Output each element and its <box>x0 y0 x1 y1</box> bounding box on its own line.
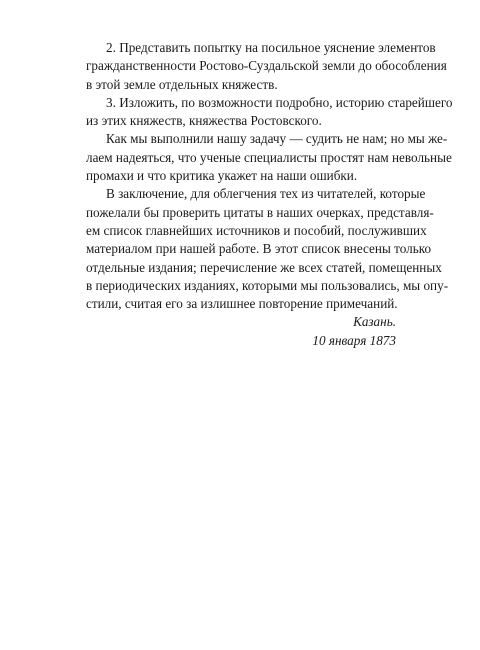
text-line: Как мы выполнили нашу задачу — судить не нам; но мы же- <box>106 131 448 147</box>
paragraph-conclusion <box>86 185 449 313</box>
text-line: гражданственности Ростово-Суздальской земли до обособления <box>86 58 447 74</box>
text-line: пожелали бы проверить цитаты в наших очерках, представля- <box>86 204 434 220</box>
signature-place: Казань. <box>353 314 396 330</box>
text-line: 2. Представить попытку на посильное уяснение элементов <box>106 40 436 55</box>
text-line: в периодических изданиях, которыми мы пользовались, мы опу- <box>86 277 449 293</box>
body-text <box>86 39 453 350</box>
paragraph-point-3 <box>86 94 453 131</box>
text-line: из этих княжеств, княжества Ростовского. <box>86 113 322 129</box>
text-line: стили, считая его за излишнее повторение примечаний. <box>86 296 398 312</box>
text-line: промахи и что критика укажет на наши ошибки. <box>86 168 358 184</box>
text-line: В заключение, для облегчения тех из читателей, которые <box>106 186 426 202</box>
text-line: 3. Изложить, по возможности подробно, историю старейшего <box>106 94 453 110</box>
text-line: отдельные издания; перечисление же всех статей, помещенных <box>86 259 442 275</box>
text-line: в этой земле отдельных княжеств. <box>86 76 278 92</box>
text-line: ем список главнейших источников и пособий, послуживших <box>86 222 427 238</box>
text-line: материалом при нашей работе. В этот список внесены только <box>86 241 432 257</box>
signature-date: 10 января 1873 <box>312 332 396 348</box>
text-line: лаем надеяться, что ученые специалисты простят нам невольные <box>86 149 452 165</box>
paragraph-point-2 <box>86 39 447 94</box>
signature <box>86 313 396 350</box>
paragraph-hope <box>86 130 452 185</box>
